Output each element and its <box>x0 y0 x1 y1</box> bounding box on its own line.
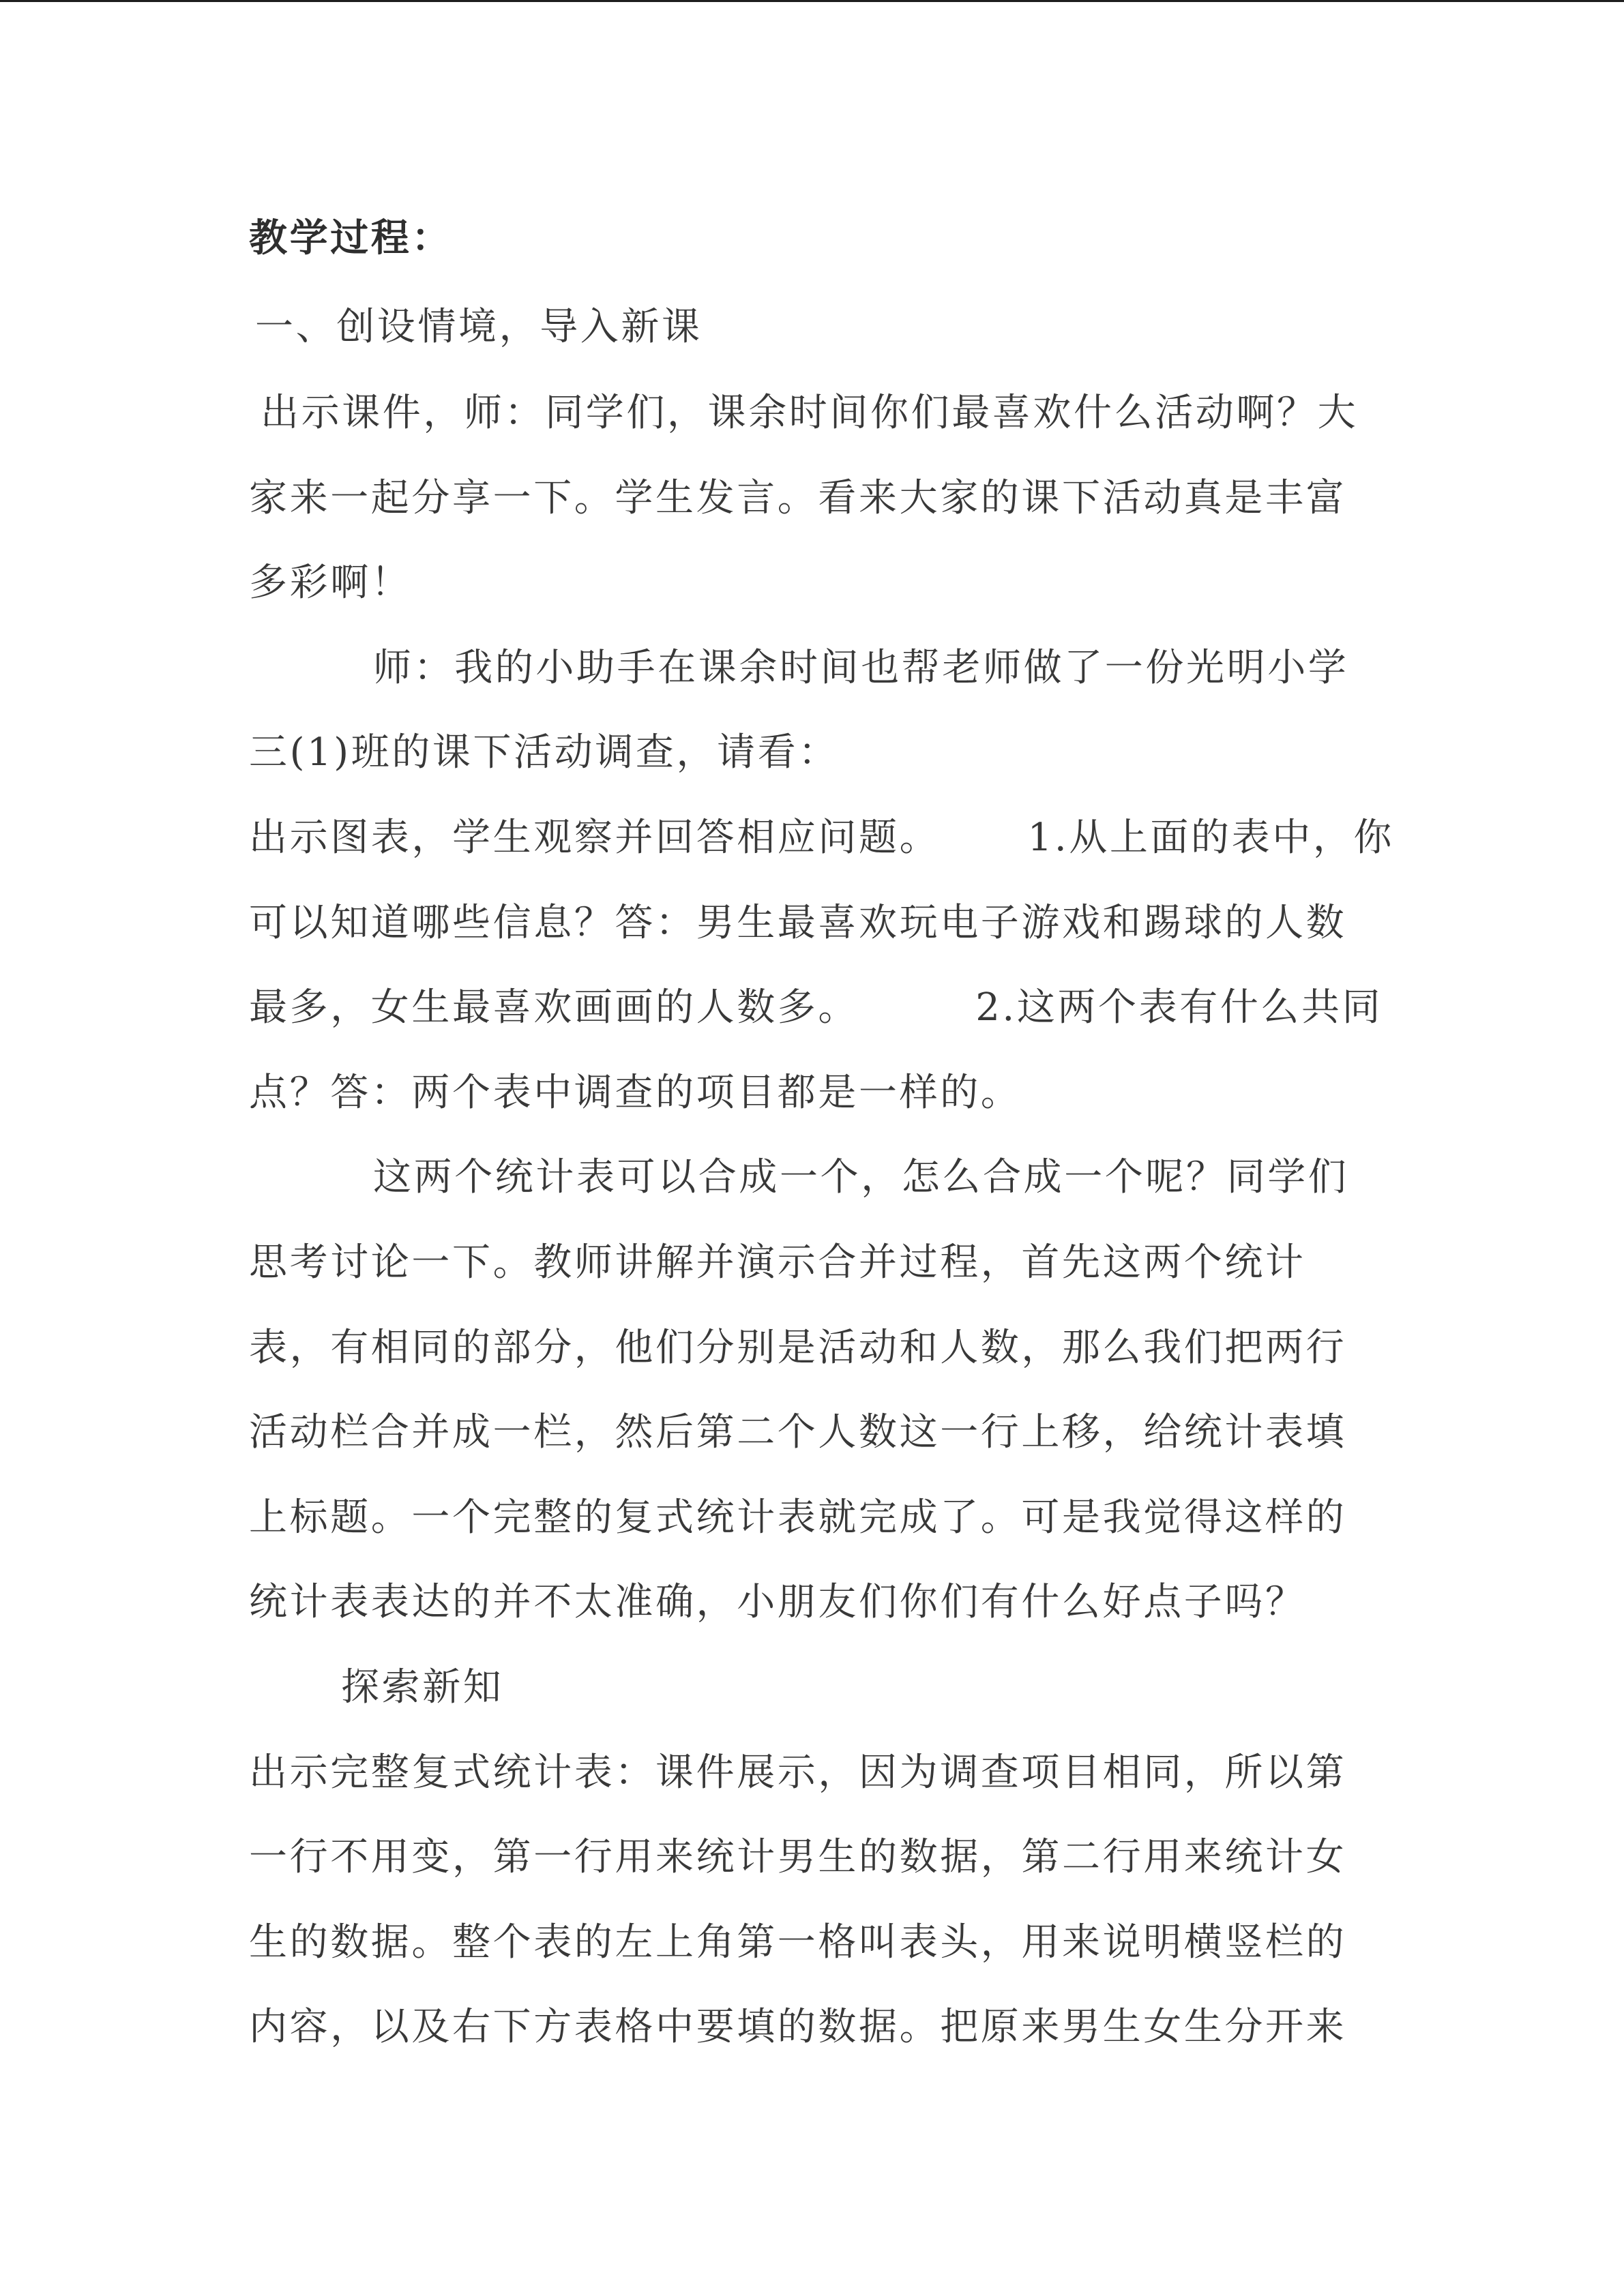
paragraph-line: 师：我的小助手在课余时间也帮老师做了一份光明小学 <box>373 645 1349 690</box>
paragraph-line: 出示课件，师：同学们，课余时间你们最喜欢什么活动啊？大 <box>261 391 1359 435</box>
document-body <box>0 194 1624 2070</box>
paragraph-line: 生的数据。整个表的左上角第一格叫表头，用来说明横竖栏的 <box>249 1920 1347 1965</box>
paragraph-line: 出示图表，学生观察并回答相应问题。 1.从上面的表中，你 <box>249 815 1395 860</box>
paragraph-line: 思考讨论一下。教师讲解并演示合并过程，首先这两个统计 <box>249 1240 1306 1285</box>
paragraph-line: 内容，以及右下方表格中要填的数据。把原来男生女生分开来 <box>249 2005 1347 2050</box>
paragraph-line: 可以知道哪些信息？答：男生最喜欢玩电子游戏和踢球的人数 <box>249 900 1347 945</box>
page-title: 教学过程： <box>249 215 452 260</box>
paragraph-line: 多彩啊！ <box>249 561 412 606</box>
paragraph-line: 家来一起分享一下。学生发言。看来大家的课下活动真是丰富 <box>249 475 1347 520</box>
paragraph-line: 表，有相同的部分，他们分别是活动和人数，那么我们把两行 <box>249 1325 1347 1370</box>
paragraph-line: 点？答：两个表中调查的项目都是一样的。 <box>249 1070 1022 1115</box>
paragraph-line: 这两个统计表可以合成一个，怎么合成一个呢？同学们 <box>373 1155 1349 1200</box>
paragraph-line: 最多，女生最喜欢画画的人数多。 2.这两个表有什么共同 <box>249 985 1383 1030</box>
paragraph-line: 上标题。一个完整的复式统计表就完成了。可是我觉得这样的 <box>249 1495 1347 1540</box>
paragraph-line: 一行不用变，第一行用来统计男生的数据，第二行用来统计女 <box>249 1835 1347 1880</box>
paragraph-line: 三(1)班的课下活动调查，请看： <box>249 730 839 775</box>
section-title-intro: 一、创设情境，导入新课 <box>255 305 703 349</box>
paragraph-line: 活动栏合并成一栏，然后第二个人数这一行上移，给统计表填 <box>249 1410 1347 1455</box>
paragraph-line: 出示完整复式统计表：课件展示，因为调查项目相同，所以第 <box>249 1750 1347 1795</box>
paragraph-line: 统计表表达的并不太准确，小朋友们你们有什么好点子吗？ <box>249 1580 1306 1625</box>
section-title-explore: 探索新知 <box>341 1665 504 1710</box>
